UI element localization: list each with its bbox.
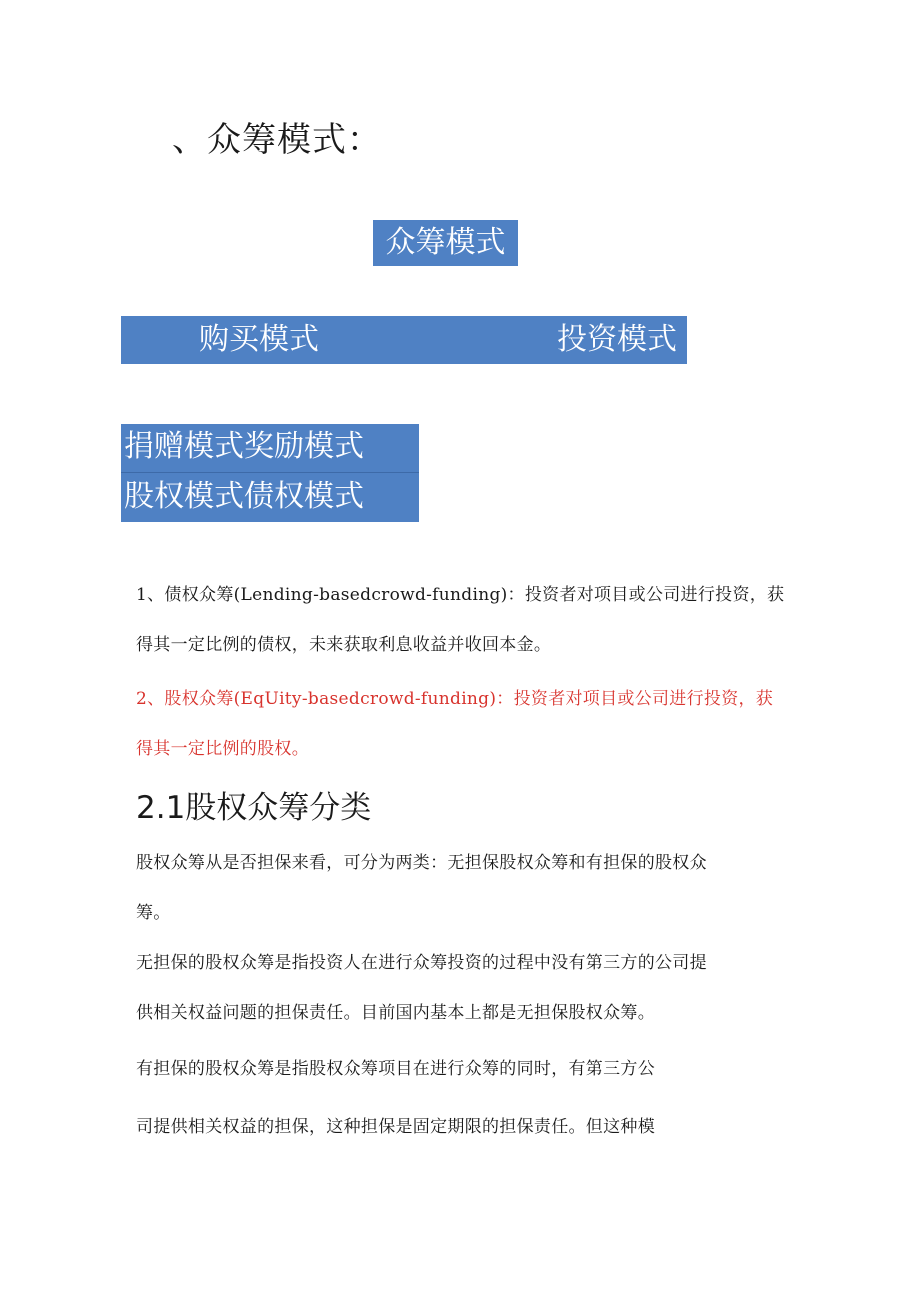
paragraph-equity-line-1: 2、股权众筹(EqUity-basedcrowd-funding)：投资者对项目或公司进行投资，获: [136, 689, 774, 709]
paragraph-debt-line-1: 1、债权众筹(Lending-basedcrowd-funding)：投资者对项目或公司进行投资，获: [136, 585, 785, 605]
section-body-line: 筹。: [136, 903, 171, 923]
diagram-node-label: 股权模式债权模式: [124, 479, 364, 514]
diagram-node-crowdfunding-modes: [373, 220, 518, 266]
diagram-node-purchase-mode: [121, 316, 557, 364]
paragraph-equity-line-2: 得其一定比例的股权。: [136, 739, 309, 759]
section-body-line: 股权众筹从是否担保来看，可分为两类：无担保股权众筹和有担保的股权众: [136, 853, 707, 873]
diagram-node-label: 捐赠模式奖励模式: [124, 429, 364, 464]
section-body-line: 无担保的股权众筹是指投资人在进行众筹投资的过程中没有第三方的公司提: [136, 953, 707, 973]
diagram-node-investment-mode: [557, 316, 687, 364]
page-heading: 、众筹模式：: [172, 120, 382, 160]
section-body-line: 有担保的股权众筹是指股权众筹项目在进行众筹的同时，有第三方公: [136, 1059, 655, 1079]
diagram-node-label: 众筹模式: [385, 225, 506, 260]
diagram-node-label: 购买模式: [199, 322, 319, 357]
diagram-node-equity-debt: [121, 473, 419, 522]
diagram-node-donation-reward: [121, 424, 419, 473]
section-body-line: 司提供相关权益的担保，这种担保是固定期限的担保责任。但这种模: [136, 1117, 655, 1137]
diagram-node-label: 投资模式: [557, 322, 677, 357]
section-title: 2.1股权众筹分类: [136, 790, 372, 826]
section-body-line: 供相关权益问题的担保责任。目前国内基本上都是无担保股权众筹。: [136, 1003, 655, 1023]
paragraph-debt-line-2: 得其一定比例的债权，未来获取利息收益并收回本金。: [136, 635, 552, 655]
